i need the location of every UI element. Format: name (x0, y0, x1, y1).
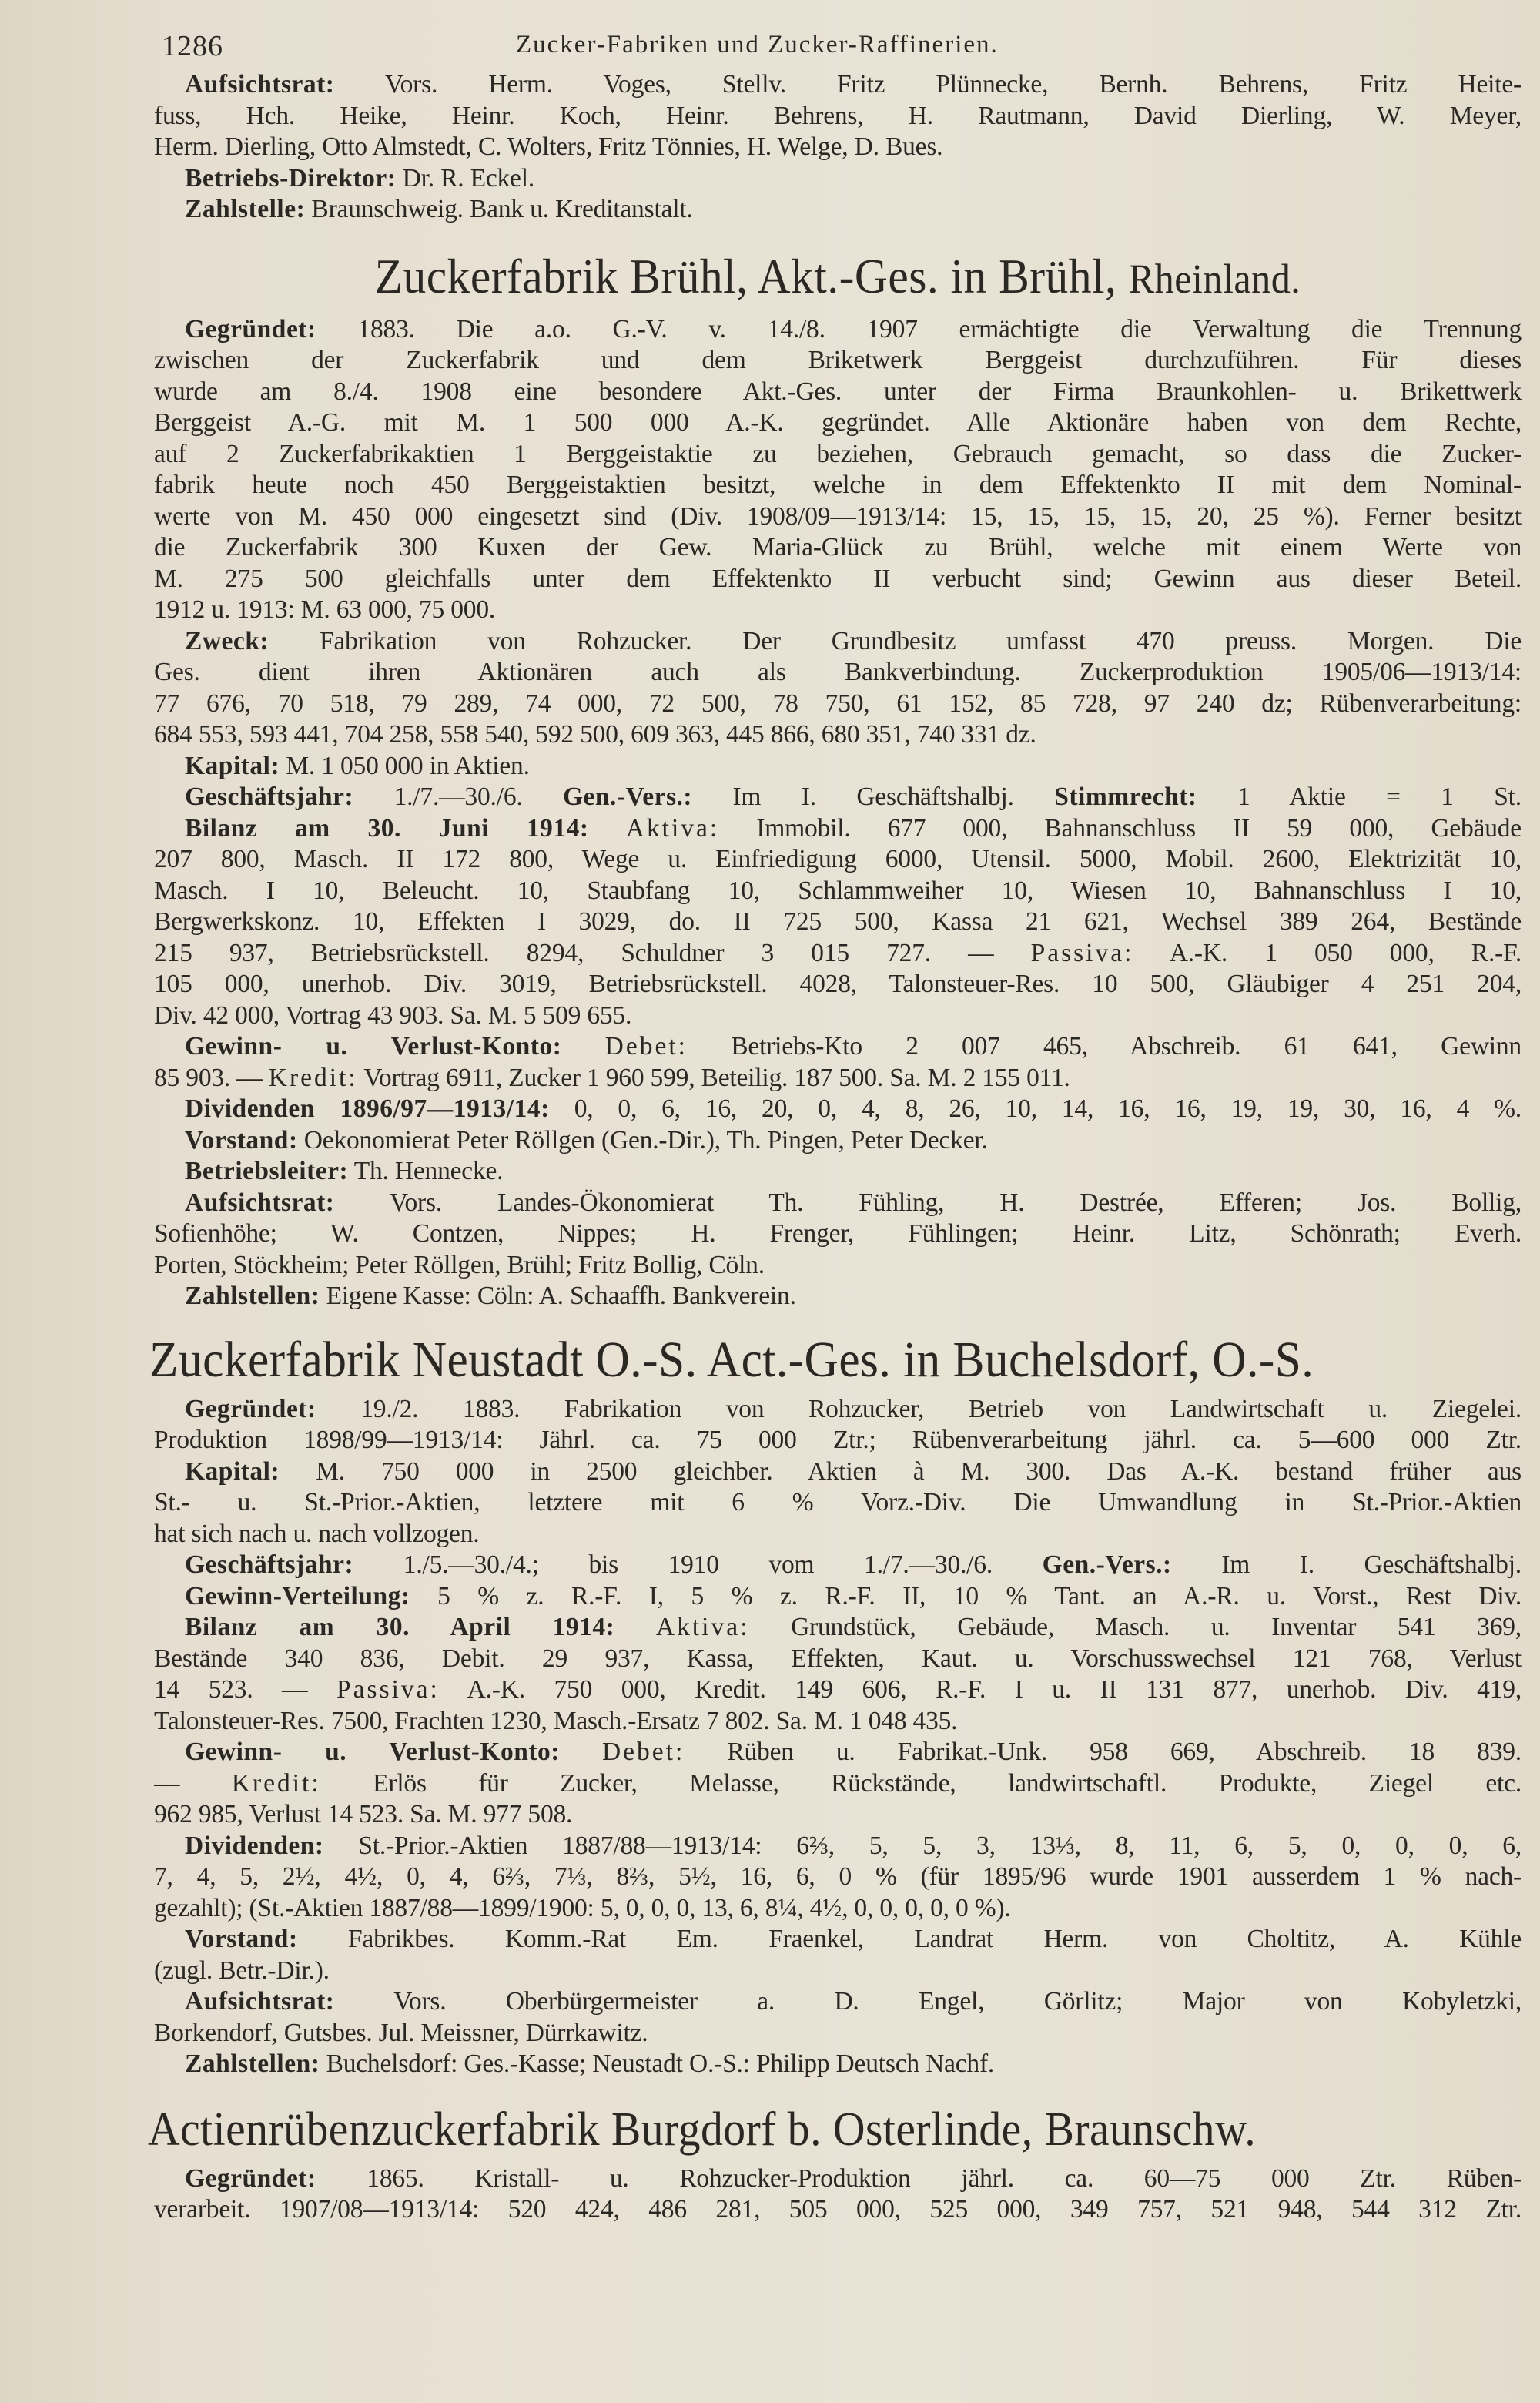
page-number: 1286 (162, 30, 223, 62)
field-label: Bilanz am 30. Juni 1914: (185, 813, 589, 843)
line-text: Dr. R. Eckel. (402, 163, 535, 193)
line-text: 684 553, 593 441, 704 258, 558 540, 592 500, 609 363, 445 866, 680 351, 740 331 dz. (154, 720, 1036, 749)
line-text: 1912 u. 1913: M. 63 000, 75 000. (154, 595, 496, 624)
text-line (154, 595, 1522, 626)
text-line (154, 1156, 1522, 1188)
text-line (154, 1218, 1522, 1250)
field-label: Vorstand: (185, 1925, 298, 1953)
text-line (154, 1000, 1522, 1032)
field-label: Gegründet: (185, 1394, 316, 1423)
text-line (154, 876, 1522, 907)
text-line (154, 1125, 1522, 1157)
heading-text: Zuckerfabrik Brühl, Akt.-Ges. in Brühl, (374, 248, 1117, 303)
line-text: Fabrikbes. Komm.-Rat Em. Fraenkel, Landrat Herm. von Choltitz, A. Kühle (347, 1925, 1522, 1953)
line-text: 1865. Kristall- u. Rohzucker-Produktion jährl. ca. 60—75 000 Ztr. Rüben- (367, 2163, 1522, 2193)
line-text: Im I. Geschäftshalbj. (1221, 1550, 1522, 1579)
line-text: Berggeist A.-G. mit M. 1 500 000 A.-K. gegründet. Alle Aktionäre haben von dem Rechte, (154, 408, 1522, 437)
sub-label: Kredit: (231, 1768, 321, 1798)
text-line (154, 163, 1522, 195)
text-line (154, 1031, 1522, 1063)
field-label: Kapital: (185, 751, 280, 780)
text-line (154, 657, 1522, 689)
text-line (154, 1550, 1522, 1581)
text-line (154, 1188, 1522, 1219)
line-text: Buchelsdorf: Ges.-Kasse; Neustadt O.-S.: Philipp Deutsch Nachf. (326, 2049, 995, 2078)
text-line (154, 532, 1522, 564)
text-line (154, 1281, 1522, 1312)
line-text: 0, 0, 6, 16, 20, 0, 4, 8, 26, 10, 14, 16, 16, 19, 19, 30, 16, 4 %. (574, 1094, 1522, 1123)
field-label: Zahlstellen: (185, 1282, 320, 1310)
text-line (154, 501, 1522, 533)
text-line (154, 1487, 1522, 1519)
field-label: Dividenden 1896/97—1913/14: (185, 1094, 550, 1123)
line-text: Vors. Landes-Ökonomierat Th. Fühling, H. Destrée, Efferen; Jos. Bollig, (389, 1188, 1522, 1217)
text-line (154, 1094, 1522, 1125)
field-label: Zweck: (185, 626, 270, 655)
text-line (154, 689, 1522, 720)
line-text: 105 000, unerhob. Div. 3019, Betriebsrückstell. 4028, Talonsteuer-Res. 10 500, Gläubiger 4 251 204, (154, 970, 1522, 998)
field-label: Aufsichtsrat: (185, 70, 335, 99)
line-text: Vortrag 6911, Zucker 1 960 599, Beteilig. 187 500. Sa. M. 2 155 011. (363, 1063, 1070, 1092)
line-text: 5 % z. R.-F. I, 5 % z. R.-F. II, 10 % Tant. an A.-R. u. Vorst., Rest Div. (437, 1581, 1522, 1610)
sub-label: Aktiva: (625, 813, 720, 843)
field-label: Gewinn-Verteilung: (185, 1581, 410, 1610)
line-text: Erlös für Zucker, Melasse, Rückstände, landwirtschaftl. Produkte, Ziegel etc. (373, 1768, 1522, 1798)
line-text: Th. Hennecke. (353, 1157, 504, 1185)
text-line (154, 1581, 1522, 1613)
field-label: Geschäftsjahr: (185, 1550, 354, 1579)
line-text: gezahlt); (St.-Aktien 1887/88—1899/1900: 5, 0, 0, 0, 13, 6, 8¼, 4½, 0, 0, 0, 0, 0 %). (154, 1893, 1011, 1922)
line-text: Ges. dient ihren Aktionären auch als Bankverbindung. Zuckerproduktion 1905/06—1913/14: (154, 658, 1522, 686)
line-text: St.- u. St.-Prior.-Aktien, letztere mit 6 % Vorz.-Div. Die Umwandlung in St.-Prior.-Aktien (154, 1488, 1522, 1517)
line-text: M. 1 050 000 in Aktien. (286, 751, 530, 780)
line-text: Sofienhöhe; W. Contzen, Nippes; H. Frenger, Fühlingen; Heinr. Litz, Schönrath; Everh. (154, 1219, 1522, 1248)
line-text: M. 750 000 in 2500 gleichber. Aktien à M. 300. Das A.-K. bestand früher aus (316, 1456, 1522, 1486)
field-label: Betriebsleiter: (185, 1157, 349, 1185)
field-label: Bilanz am 30. April 1914: (185, 1613, 615, 1641)
text-line (154, 751, 1522, 783)
line-text: Vors. Oberbürgermeister a. D. Engel, Görlitz; Major von Kobyletzki, (393, 1987, 1522, 2016)
sub-label: Passiva: (1030, 938, 1134, 967)
field-label: Dividenden: (185, 1831, 324, 1860)
field-label: Geschäftsjahr: (185, 783, 354, 811)
text-line (154, 314, 1522, 346)
line-text: 19./2. 1883. Fabrikation von Rohzucker, Betrieb von Landwirtschaft u. Ziegelei. (360, 1394, 1522, 1423)
text-line (154, 2163, 1522, 2195)
line-text: 1883. Die a.o. G.-V. v. 14./8. 1907 ermächtigte die Verwaltung die Trennung (357, 314, 1522, 344)
line-text: Eigene Kasse: Cöln: A. Schaaffh. Bankverein. (326, 1282, 796, 1310)
sub-label: Passiva: (336, 1675, 440, 1704)
text-line (154, 1924, 1522, 1956)
line-text: Immobil. 677 000, Bahnanschluss II 59 000, Gebäude (756, 813, 1522, 843)
text-line (154, 1250, 1522, 1282)
text-line (154, 1768, 1522, 1800)
text-line (154, 101, 1522, 132)
text-line (154, 1831, 1522, 1862)
text-line (154, 1612, 1522, 1644)
text-line (154, 1456, 1522, 1488)
line-text: Fabrikation von Rohzucker. Der Grundbesitz umfasst 470 preuss. Morgen. Die (319, 626, 1522, 655)
line-text: — (154, 1768, 180, 1798)
text-line (154, 564, 1522, 595)
text-line (154, 1425, 1522, 1456)
line-text: A.-K. 1 050 000, R.-F. (1169, 938, 1522, 967)
line-text: Produktion 1898/99—1913/14: Jährl. ca. 75 000 Ztr.; Rübenverarbeitung jährl. ca. 5—600 000 Ztr. (154, 1426, 1522, 1454)
page-body (148, 69, 1522, 2226)
company-heading-burgdorf (148, 2099, 1425, 2160)
line-text: 1./7.—30./6. (393, 783, 523, 811)
field-label: Gen.-Vers.: (563, 783, 693, 811)
text-line (154, 1644, 1522, 1675)
text-line (154, 1063, 1522, 1094)
line-text: auf 2 Zuckerfabrikaktien 1 Berggeistaktie zu beziehen, Gebrauch gemacht, so dass die Zucker- (154, 439, 1522, 468)
text-line (154, 2194, 1522, 2226)
line-text: Bestände 340 836, Debit. 29 937, Kassa, Effekten, Kaut. u. Vorschusswechsel 121 768, Verlust (154, 1644, 1522, 1673)
line-text: 85 903. — (154, 1063, 263, 1092)
text-line (154, 907, 1522, 938)
field-label: Zahlstellen: (185, 2049, 320, 2078)
text-line (154, 1799, 1522, 1831)
line-text: A.-K. 750 000, Kredit. 149 606, R.-F. I u. II 131 877, unerhob. Div. 419, (467, 1675, 1522, 1704)
line-text: Grundstück, Gebäude, Masch. u. Inventar 541 369, (791, 1613, 1522, 1641)
line-text: St.-Prior.-Aktien 1887/88—1913/14: 6⅔, 5, 5, 3, 13⅓, 8, 11, 6, 5, 0, 0, 0, 6, (358, 1831, 1522, 1860)
text-line (154, 782, 1522, 813)
line-text: Herm. Dierling, Otto Almstedt, C. Wolters, Fritz Tönnies, H. Welge, D. Bues. (154, 132, 943, 161)
line-text: Betriebs-Kto 2 007 465, Abschreib. 61 641, Gewinn (731, 1032, 1522, 1061)
line-text: (zugl. Betr.-Dir.). (154, 1956, 330, 1985)
field-label: Gewinn- u. Verlust-Konto: (185, 1738, 560, 1766)
field-label: Gewinn- u. Verlust-Konto: (185, 1032, 562, 1061)
field-label: Gen.-Vers.: (1042, 1550, 1172, 1579)
line-text: Porten, Stöckheim; Peter Röllgen, Brühl; Fritz Bollig, Cöln. (154, 1250, 765, 1279)
line-text: Talonsteuer-Res. 7500, Frachten 1230, Masch.-Ersatz 7 802. Sa. M. 1 048 435. (154, 1706, 958, 1735)
line-text: 1./5.—30./4.; bis 1910 vom 1./7.—30./6. (403, 1550, 993, 1579)
sub-label: Debet: (604, 1032, 688, 1061)
field-label: Aufsichtsrat: (185, 1987, 335, 2016)
line-text: Oekonomierat Peter Röllgen (Gen.-Dir.), Th. Pingen, Peter Decker. (303, 1125, 988, 1155)
text-line (154, 439, 1522, 471)
sub-label: Debet: (601, 1738, 685, 1766)
line-text: 962 985, Verlust 14 523. Sa. M. 977 508. (154, 1800, 573, 1828)
text-line (154, 1737, 1522, 1768)
line-text: 207 800, Masch. II 172 800, Wege u. Einfriedigung 6000, Utensil. 5000, Mobil. 2600, Elektrizität 10, (154, 845, 1522, 873)
line-text: Masch. I 10, Beleucht. 10, Staubfang 10, Schlammweiher 10, Wiesen 10, Bahnanschluss I 10, (154, 876, 1522, 905)
field-label: Betriebs-Direktor: (185, 163, 397, 193)
running-head (154, 23, 1522, 69)
text-line (154, 132, 1522, 163)
text-line (154, 1893, 1522, 1925)
line-text: verarbeit. 1907/08—1913/14: 520 424, 486 281, 505 000, 525 000, 349 757, 521 948, 544 312 Ztr. (154, 2195, 1522, 2224)
line-text: Borkendorf, Gutsbes. Jul. Meissner, Dürrkawitz. (154, 2018, 648, 2047)
text-line (154, 1394, 1522, 1426)
text-line (154, 1519, 1522, 1550)
text-line (154, 1986, 1522, 2018)
text-line (154, 345, 1522, 377)
line-text: 14 523. — (154, 1675, 308, 1704)
line-text: Im I. Geschäftshalbj. (732, 783, 1014, 811)
text-line (154, 1956, 1522, 1987)
field-label: Kapital: (185, 1456, 280, 1486)
text-line (154, 407, 1522, 439)
text-line (154, 69, 1522, 101)
text-line (154, 719, 1522, 751)
text-line (154, 1706, 1522, 1738)
text-line (154, 1674, 1522, 1706)
line-text: 1 Aktie = 1 St. (1237, 783, 1522, 811)
text-line (154, 2018, 1522, 2049)
line-text: Braunschweig. Bank u. Kreditanstalt. (311, 195, 693, 223)
text-line (154, 1862, 1522, 1893)
text-line (154, 626, 1522, 658)
line-text: Bergwerkskonz. 10, Effekten I 3029, do. II 725 500, Kassa 21 621, Wechsel 389 264, Bestände (154, 907, 1522, 936)
text-line (154, 969, 1522, 1000)
line-text: Div. 42 000, Vortrag 43 903. Sa. M. 5 509 655. (154, 1000, 632, 1030)
text-line (154, 844, 1522, 876)
field-label: Vorstand: (185, 1125, 298, 1155)
heading-text: Actienrübenzuckerfabrik Burgdorf b. Osterlinde, Braunschw. (148, 2103, 1257, 2156)
line-text: Vors. Herm. Voges, Stellv. Fritz Plünnecke, Bernh. Behrens, Fritz Heite- (384, 70, 1522, 99)
line-text: M. 275 500 gleichfalls unter dem Effektenkto II verbucht sind; Gewinn aus dieser Beteil. (154, 564, 1522, 593)
line-text: fuss, Hch. Heike, Heinr. Koch, Heinr. Behrens, H. Rautmann, David Dierling, W. Meyer, (154, 101, 1522, 130)
line-text: zwischen der Zuckerfabrik und dem Briketwerk Berggeist durchzuführen. Für dieses (154, 346, 1522, 374)
field-label: Aufsichtsrat: (185, 1188, 335, 1217)
text-line (154, 938, 1522, 970)
company-heading-bruehl (202, 246, 1474, 310)
heading-text: Zuckerfabrik Neustadt O.-S. Act.-Ges. in Buchelsdorf, O.-S. (149, 1331, 1314, 1388)
heading-location: Rheinland. (1128, 255, 1301, 302)
field-label: Gegründet: (185, 314, 316, 344)
sub-label: Kredit: (268, 1063, 358, 1092)
line-text: 7, 4, 5, 2½, 4½, 0, 4, 6⅔, 7⅓, 8⅔, 5½, 16, 6, 0 % (für 1895/96 wurde 1901 ausserdem 1 % nach- (154, 1862, 1522, 1891)
line-text: wurde am 8./4. 1908 eine besondere Akt.-Ges. unter der Firma Braunkohlen- u. Brikettwerk (154, 377, 1522, 406)
text-line (154, 377, 1522, 408)
line-text: Rüben u. Fabrikat.-Unk. 958 669, Abschreib. 18 839. (727, 1738, 1522, 1766)
line-text: hat sich nach u. nach vollzogen. (154, 1519, 480, 1548)
field-label: Gegründet: (185, 2163, 316, 2193)
text-line (154, 2049, 1522, 2080)
sub-label: Aktiva: (655, 1613, 750, 1641)
text-line (154, 194, 1522, 226)
field-label: Zahlstelle: (185, 195, 306, 223)
line-text: 215 937, Betriebsrückstell. 8294, Schuldner 3 015 727. — (154, 938, 994, 967)
running-title: Zucker-Fabriken und Zucker-Raffinerien. (516, 31, 999, 59)
line-text: die Zuckerfabrik 300 Kuxen der Gew. Maria-Glück zu Brühl, welche mit einem Werte von (154, 533, 1522, 561)
company-heading-neustadt (149, 1329, 1425, 1391)
text-line (154, 813, 1522, 845)
line-text: werte von M. 450 000 eingesetzt sind (Div. 1908/09—1913/14: 15, 15, 15, 15, 20, 25 %). Ferner besitzt (154, 501, 1522, 531)
line-text: fabrik heute noch 450 Berggeistaktien besitzt, welche in dem Effektenkto II mit dem Nominal- (154, 471, 1522, 499)
field-label: Stimmrecht: (1054, 783, 1197, 811)
text-line (154, 470, 1522, 501)
line-text: 77 676, 70 518, 79 289, 74 000, 72 500, 78 750, 61 152, 85 728, 97 240 dz; Rübenverarbeitung: (154, 689, 1522, 718)
